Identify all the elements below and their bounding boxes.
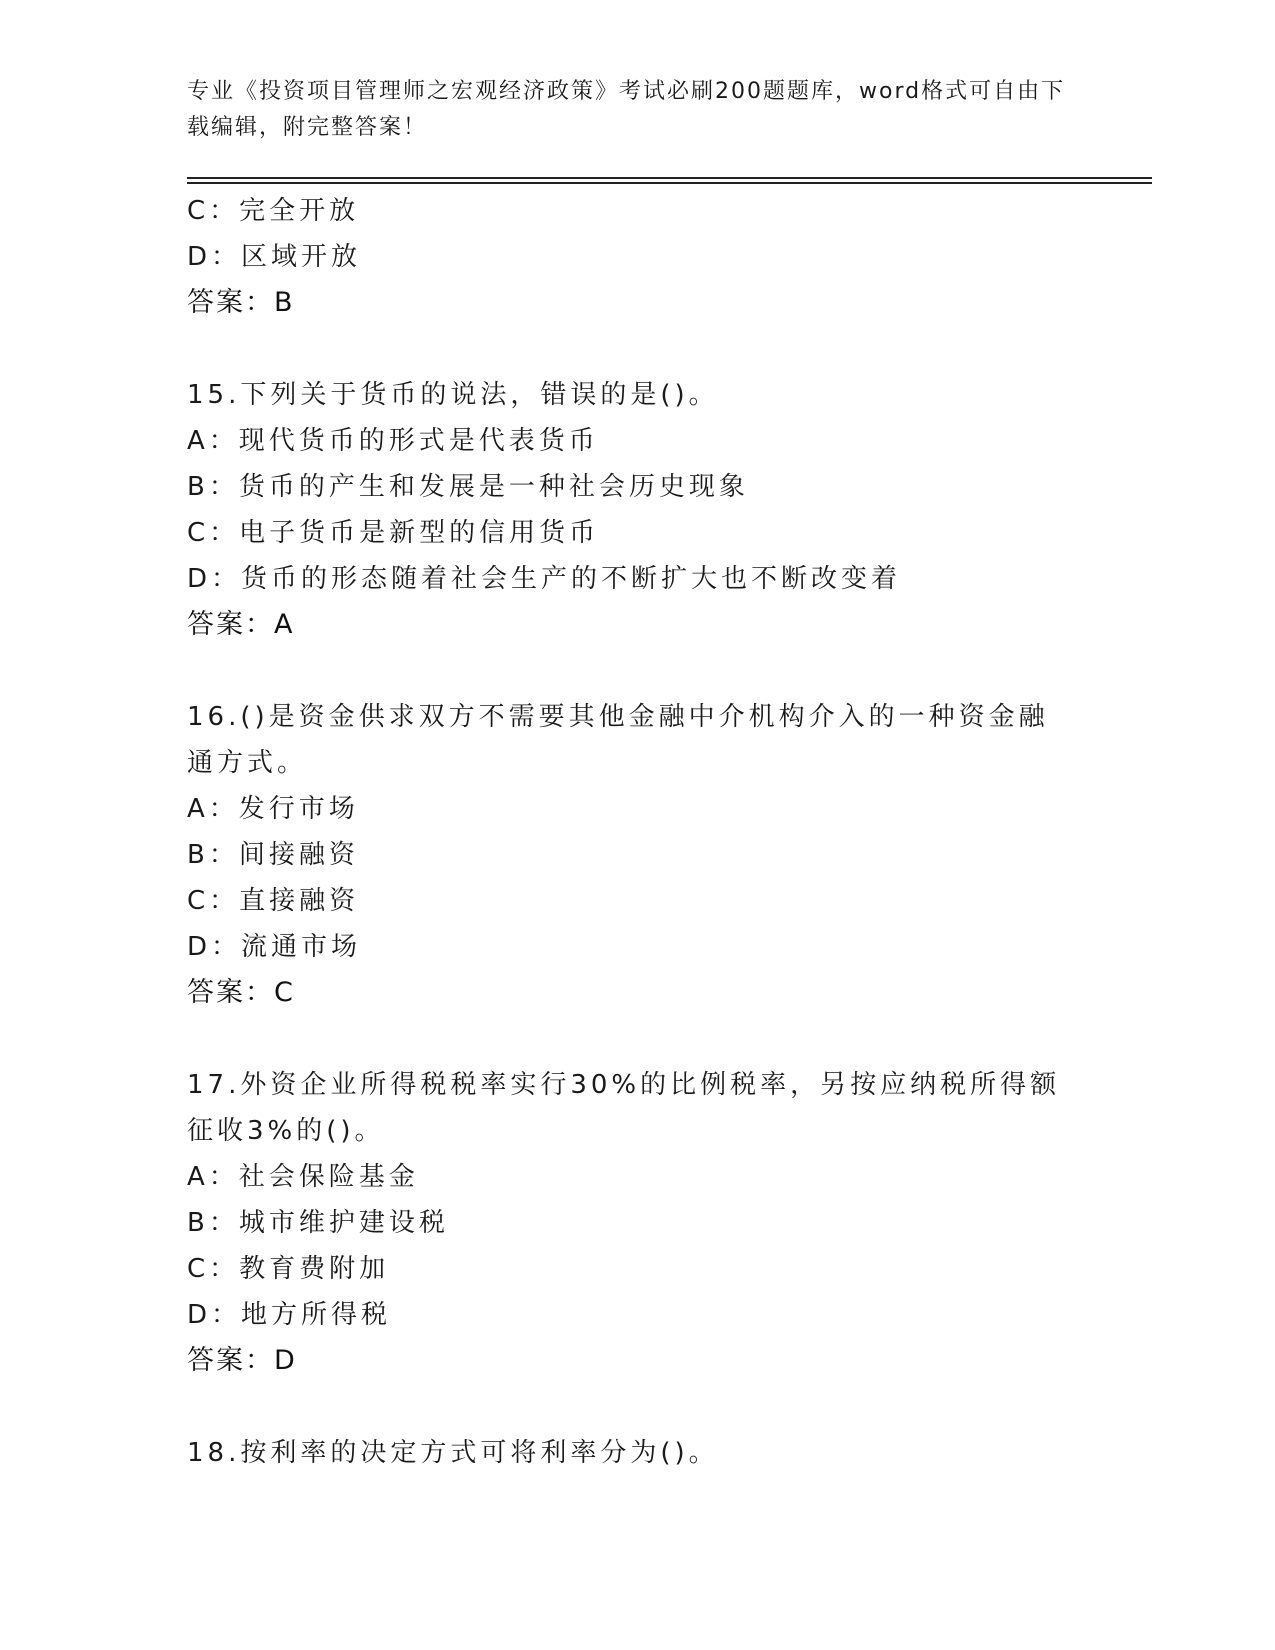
answer-line: 答案：A bbox=[187, 609, 295, 640]
spacer bbox=[187, 326, 1087, 372]
spacer bbox=[187, 1016, 1087, 1062]
spacer bbox=[187, 1384, 1087, 1430]
document-header: 专业《投资项目管理师之宏观经济政策》考试必刷200题题库，word格式可自由下载编辑，附完整答案！ bbox=[187, 79, 1066, 140]
spacer bbox=[187, 648, 1087, 694]
question-content bbox=[187, 188, 1087, 1476]
answer-line: 答案：C bbox=[187, 977, 295, 1008]
header-rule-bottom bbox=[187, 182, 1152, 184]
question-stem-17: 17.外资企业所得税税率实行30%的比例税率，另按应纳税所得额征收3%的()。 bbox=[187, 1070, 1061, 1146]
option-a: A：社会保险基金 bbox=[187, 1162, 419, 1192]
option-c: C：完全开放 bbox=[187, 196, 360, 226]
option-d: D：货币的形态随着社会生产的不断扩大也不断改变着 bbox=[187, 564, 902, 594]
option-d: D：地方所得税 bbox=[187, 1300, 392, 1330]
answer-line: 答案：D bbox=[187, 1345, 297, 1376]
option-a: A：发行市场 bbox=[187, 794, 359, 824]
header-rule-top bbox=[187, 177, 1152, 179]
option-c: C：电子货币是新型的信用货币 bbox=[187, 518, 600, 548]
question-stem-18: 18.按利率的决定方式可将利率分为()。 bbox=[187, 1438, 719, 1468]
option-b: B：货币的产生和发展是一种社会历史现象 bbox=[187, 472, 749, 502]
option-b: B：城市维护建设税 bbox=[187, 1208, 449, 1238]
question-stem-15: 15.下列关于货币的说法，错误的是()。 bbox=[187, 380, 719, 410]
option-a: A：现代货币的形式是代表货币 bbox=[187, 426, 599, 456]
option-b: B：间接融资 bbox=[187, 840, 359, 870]
option-d: D：区域开放 bbox=[187, 242, 362, 272]
option-c: C：直接融资 bbox=[187, 886, 360, 916]
question-stem-16: 16.()是资金供求双方不需要其他金融中介机构介入的一种资金融通方式。 bbox=[187, 702, 1049, 778]
option-d: D：流通市场 bbox=[187, 932, 362, 962]
option-c: C：教育费附加 bbox=[187, 1254, 390, 1284]
answer-line: 答案：B bbox=[187, 287, 295, 318]
